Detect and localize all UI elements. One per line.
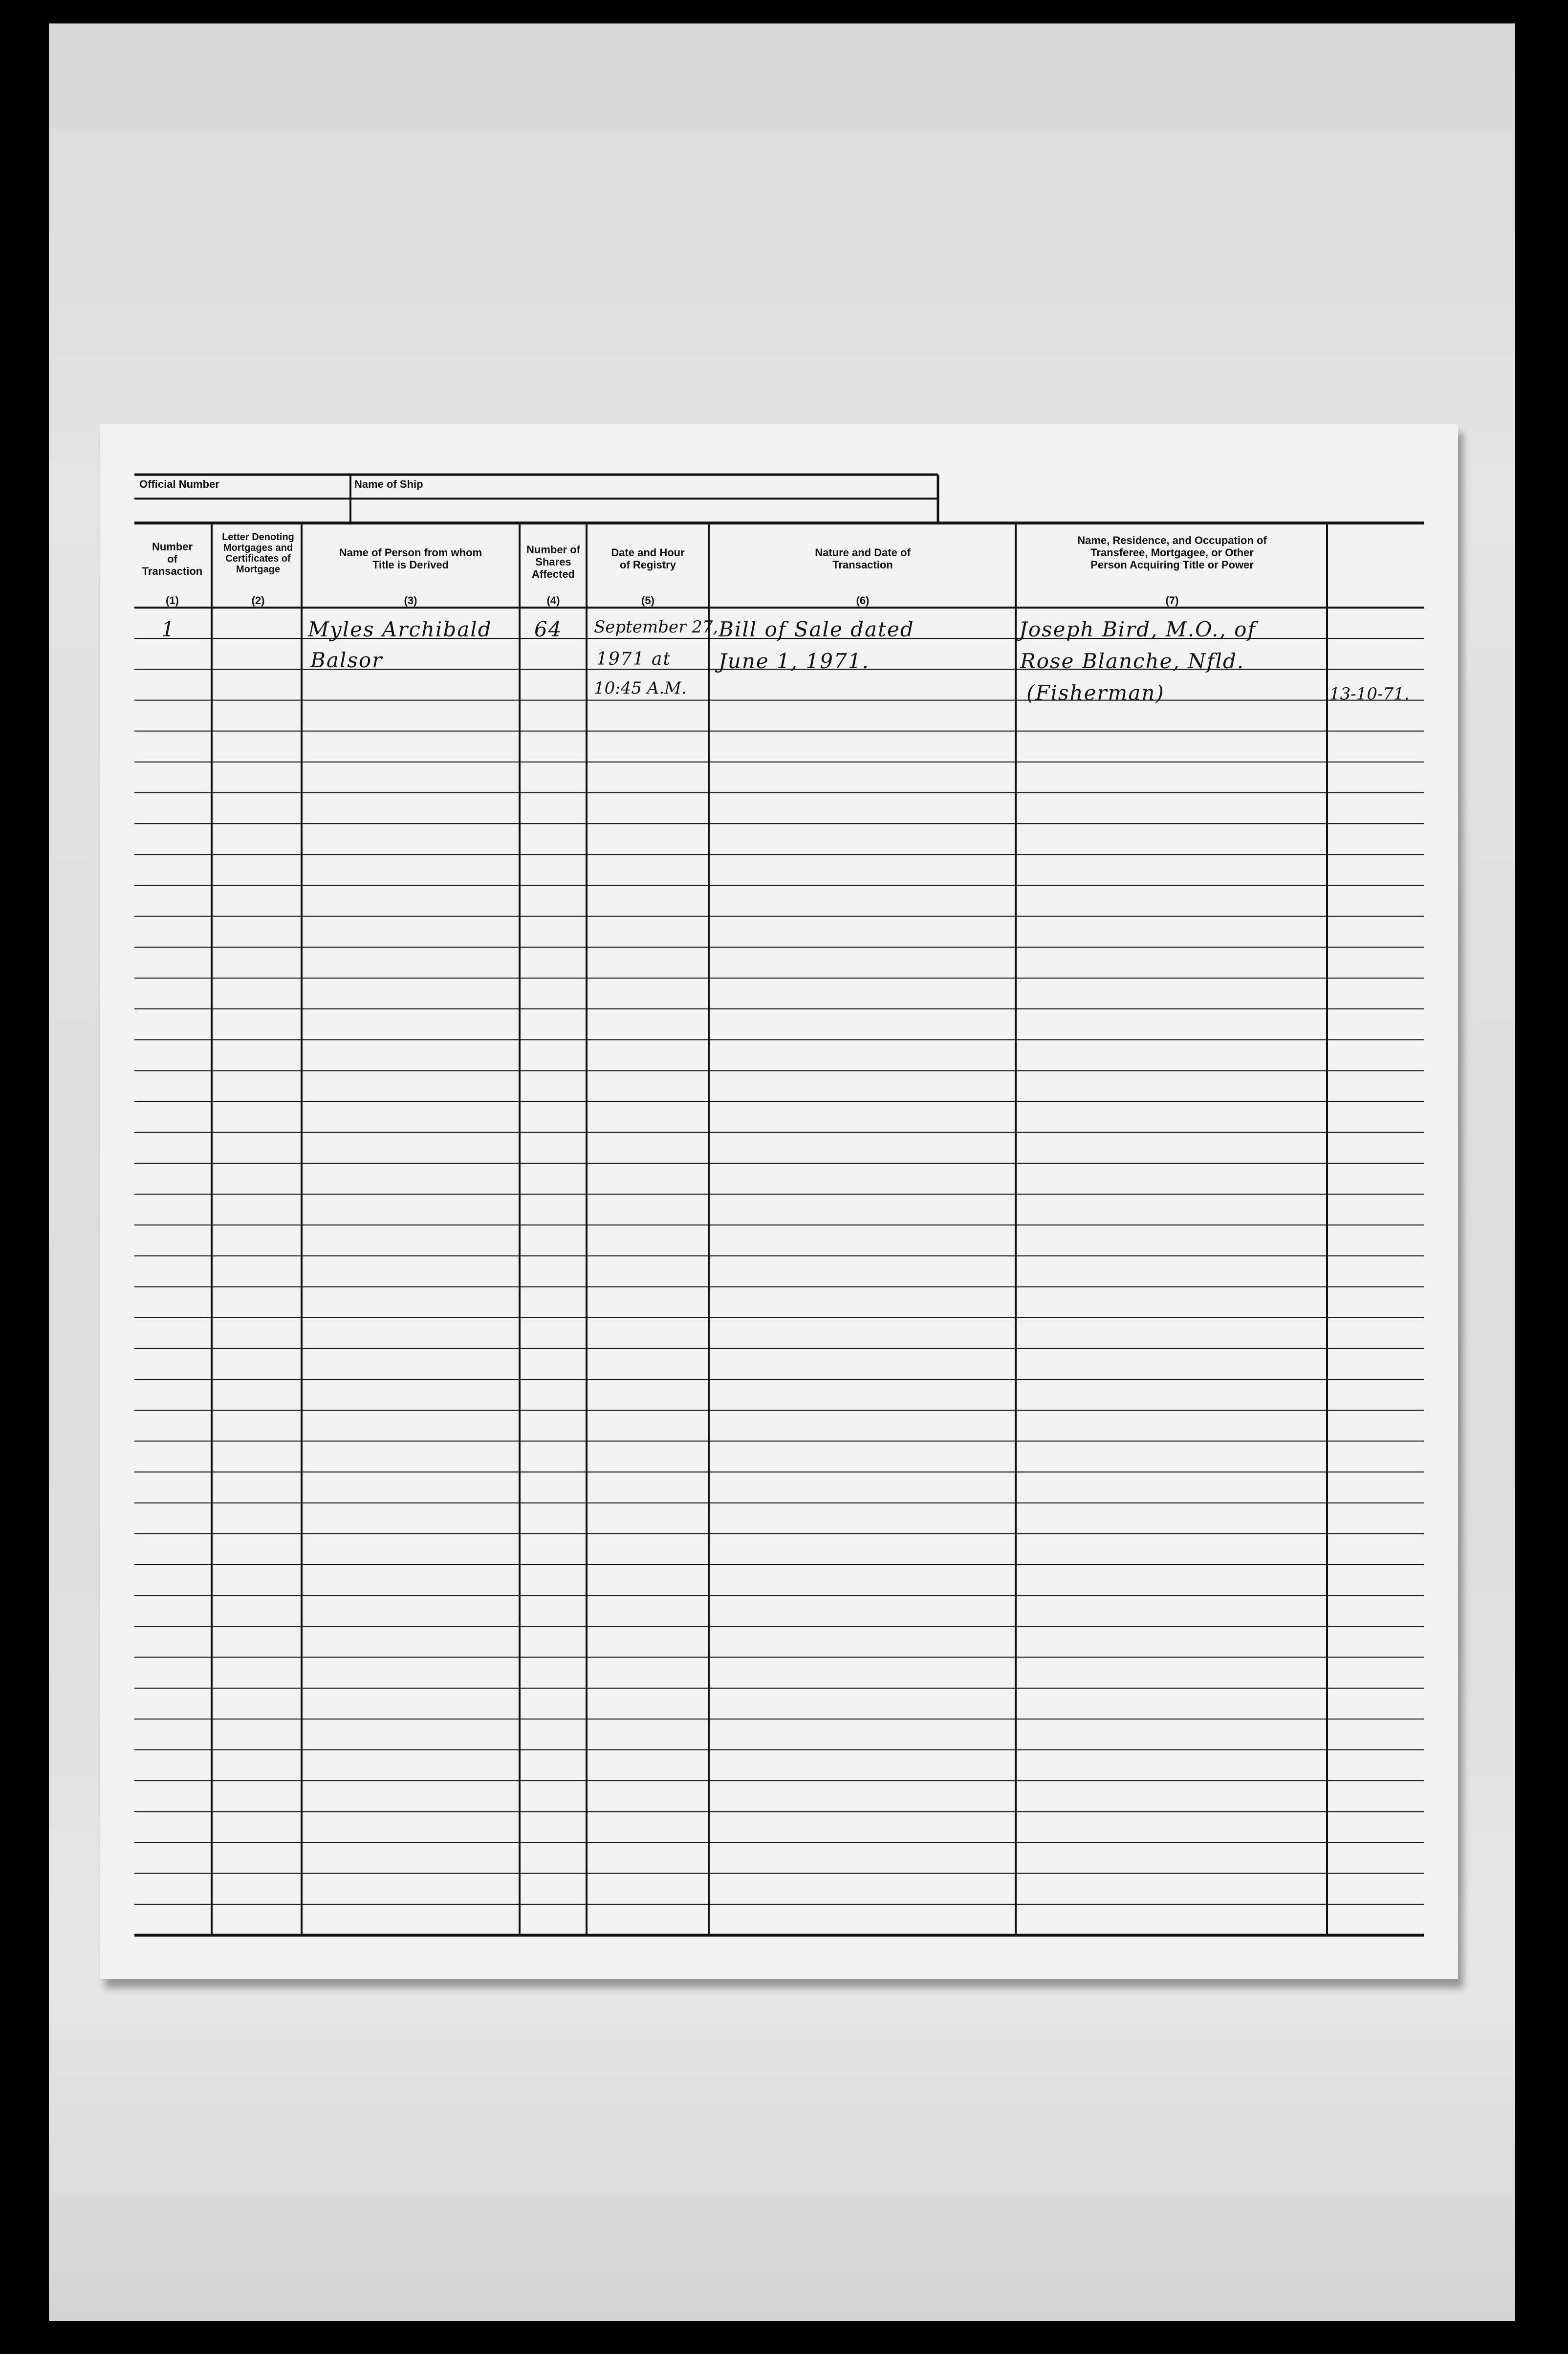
column-number-4: (4) xyxy=(546,594,560,607)
column-header-mortgage-letter: Letter Denoting Mortgages and Certificates of Mortgage xyxy=(222,532,294,575)
entry-transferor-line-1: Myles Archibald xyxy=(308,617,492,641)
entry-registry-line-1: September 27, xyxy=(594,617,719,637)
entry-transaction-number: 1 xyxy=(161,617,175,641)
column-number-5: (5) xyxy=(641,594,654,607)
entry-transferor-line-2: Balsor xyxy=(310,648,383,672)
entry-registry-line-2: 1971 at xyxy=(596,649,671,669)
entry-registry-line-3: 10:45 A.M. xyxy=(594,678,687,698)
column-number-7: (7) xyxy=(1165,594,1179,607)
column-number-2: (2) xyxy=(251,594,265,607)
official-number-label: Official Number xyxy=(139,478,219,490)
entry-transferee-line-3: (Fisherman) xyxy=(1026,681,1165,705)
column-number-3: (3) xyxy=(404,594,417,607)
entry-nature-line-1: Bill of Sale dated xyxy=(719,617,915,641)
column-number-1: (1) xyxy=(166,594,179,607)
column-header-date-of-registry: Date and Hour of Registry xyxy=(611,546,685,571)
ship-name-label: Name of Ship xyxy=(354,478,423,490)
shipping-register-page xyxy=(100,424,1458,1979)
column-header-transferee: Name, Residence, and Occupation of Transferee, Mortgagee, or Other Person Acquiring Title or Power xyxy=(1077,534,1267,571)
column-header-nature-of-transaction: Nature and Date of Transaction xyxy=(815,546,911,571)
column-header-title-derived-from: Name of Person from whom Title is Derived xyxy=(339,546,482,571)
column-number-6: (6) xyxy=(856,594,870,607)
entry-transferee-line-1: Joseph Bird, M.O., of xyxy=(1019,617,1256,641)
column-header-shares-affected: Number of Shares Affected xyxy=(526,544,580,580)
entry-transferee-line-2: Rose Blanche, Nfld. xyxy=(1020,649,1245,673)
entry-nature-line-2: June 1, 1971. xyxy=(719,649,870,673)
entry-remarks-date: 13-10-71. xyxy=(1329,684,1410,704)
entry-shares: 64 xyxy=(534,617,563,641)
column-header-transaction-number: Number of Transaction xyxy=(142,541,203,577)
